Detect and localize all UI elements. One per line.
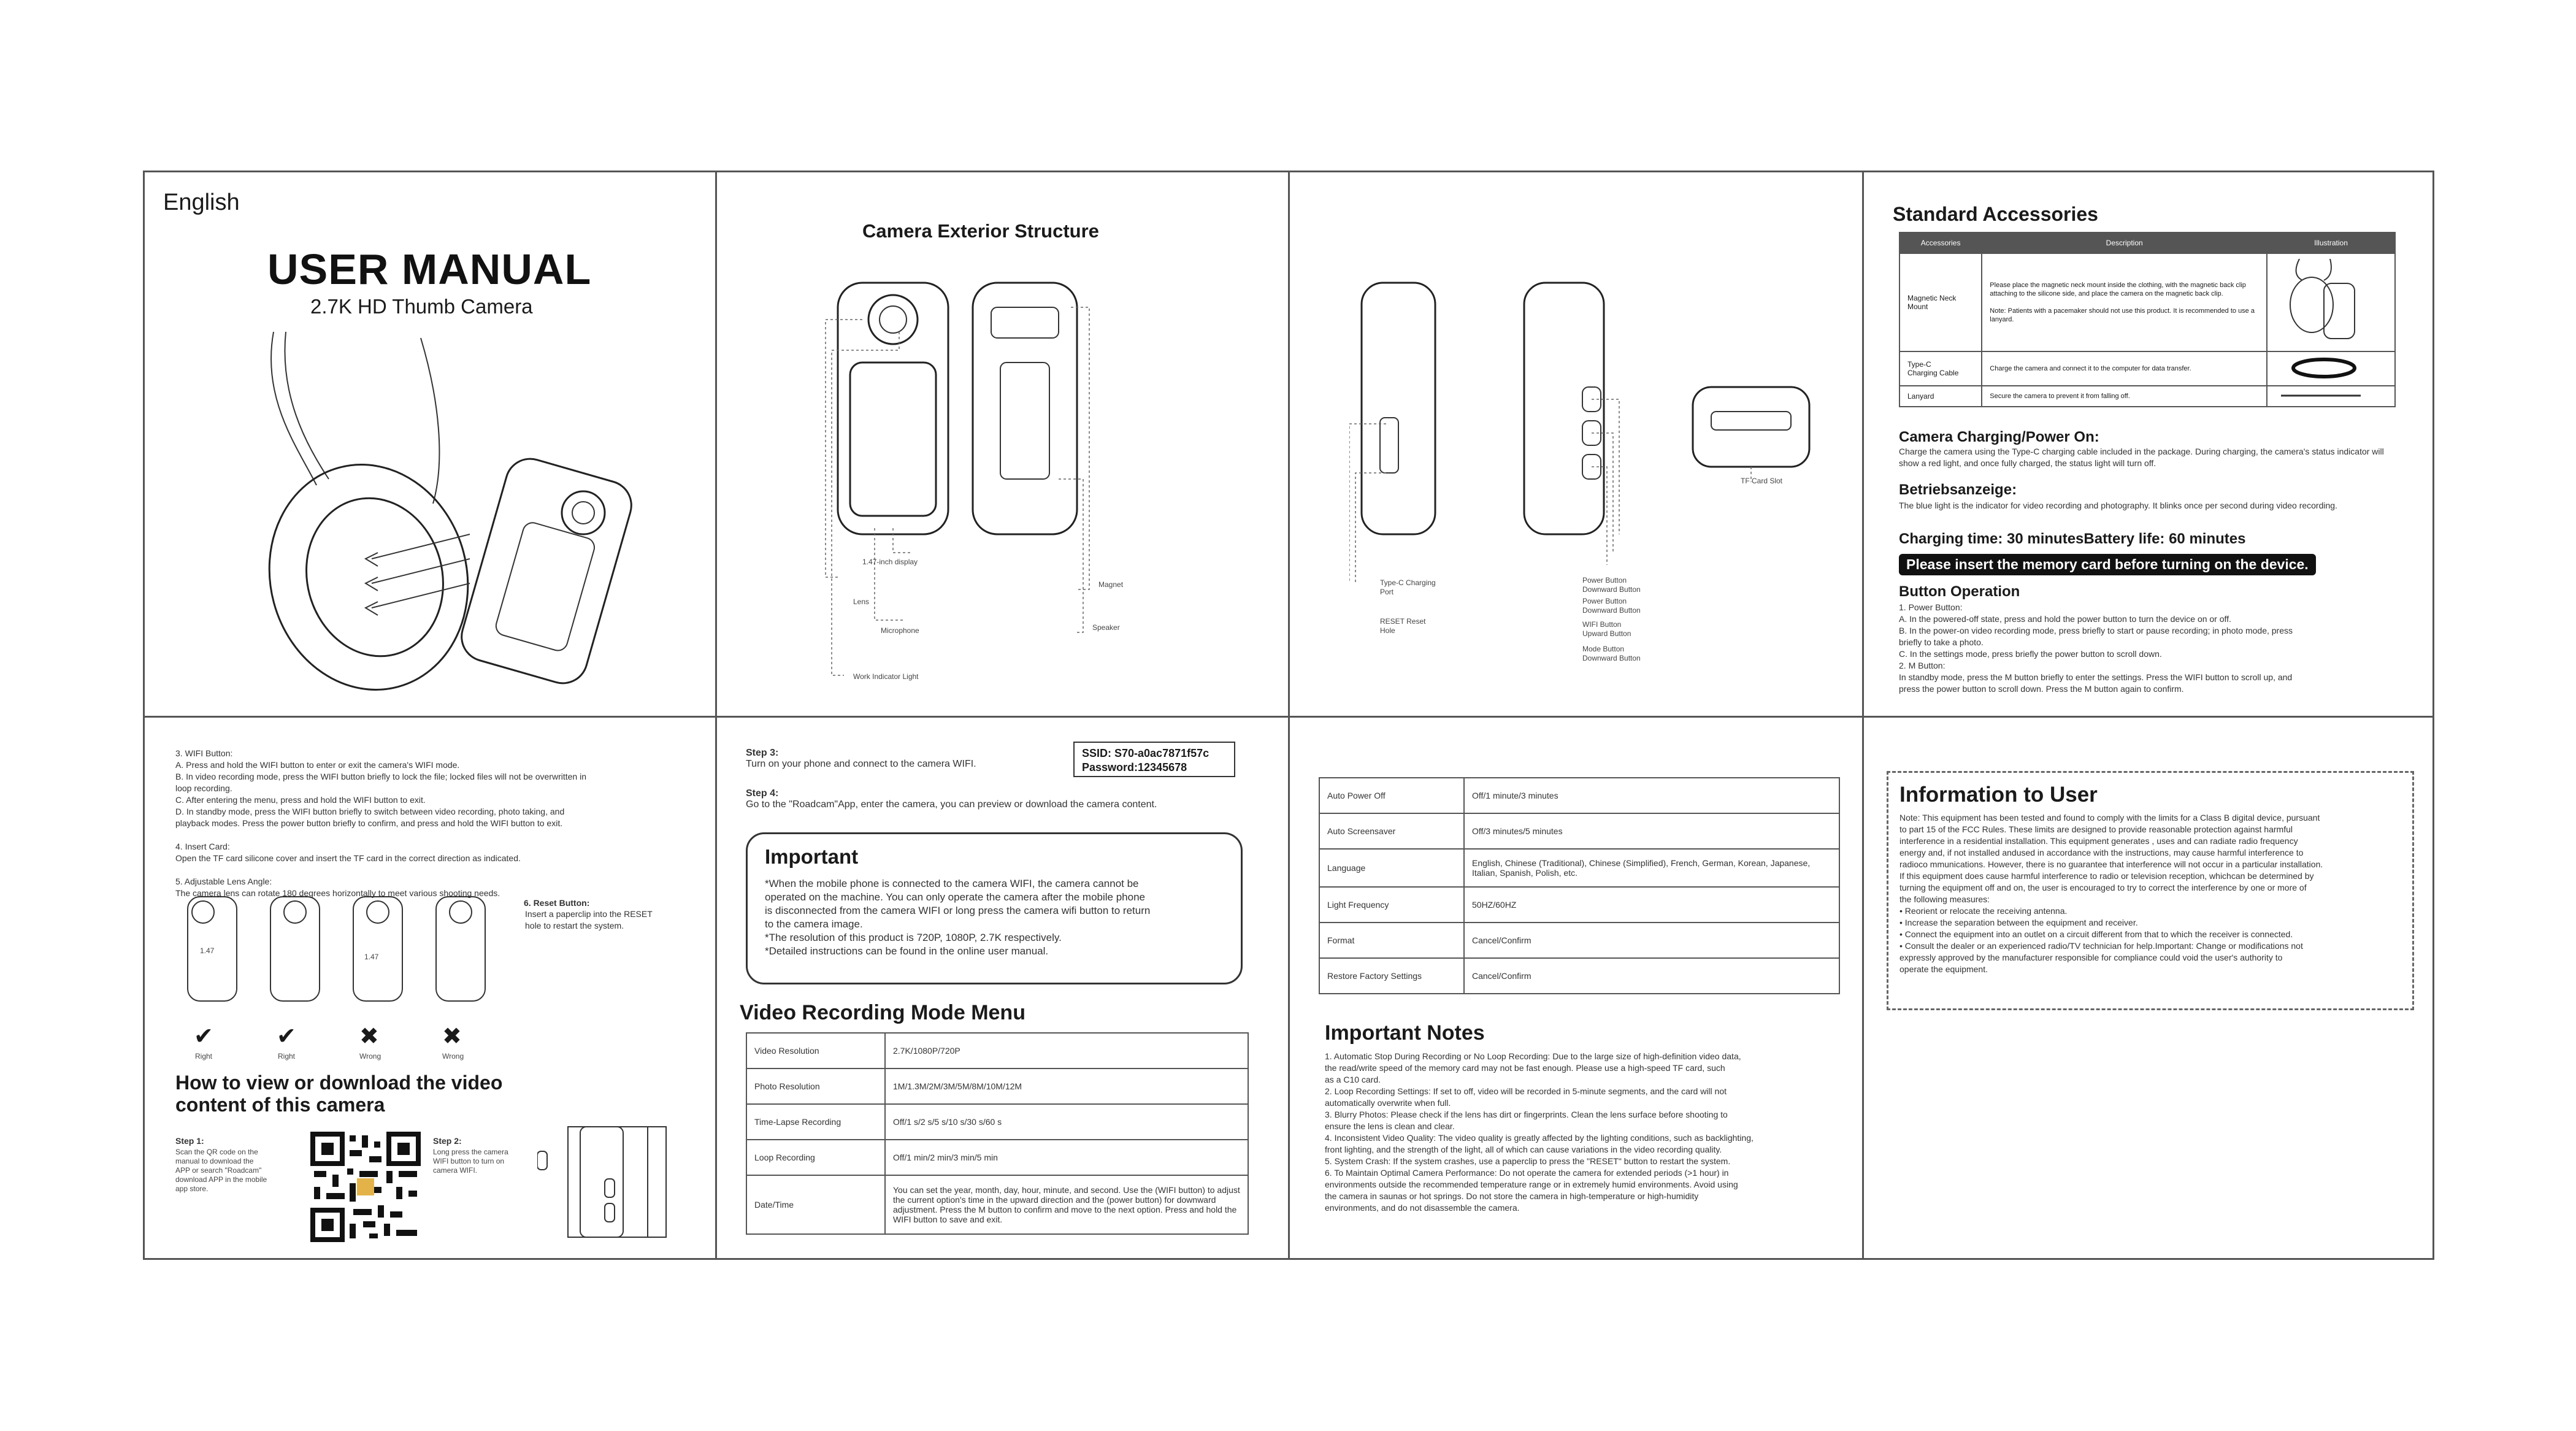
fcc-text: Note: This equipment has been tested and found to comply with the limits for a Class B digital device, pursuant to part 15 of the FCC Rules. These limits are designed to provide reasonable protection against harmful interference in a residential installation. This equipment generates , uses and can radiate radio frequency energy and, if not installed andused in accordance with the instructions, may cause harmful interference to radioco mmunications. However, there is no guarantee that interference will not occur in a particular installation. If this equipment does cause harmful interference to radio or television reception, whichcan be determined by turning the equipment off and on, the user is encouraged to try to correct the interference by one or more of the following measures: • Reorient or relocate the receiving antenna. • Increase the separation between the equipment and receiver. • Connect the equipment into an outlet on a circuit different from that to which the receiver is connected. • Consult the dealer or an experienced radio/TV technician for help.Important: Change or modifications not expressly approved by the manufacturer responsible for compliance could void the user's authority to operate the equipment. [1899, 813, 2323, 974]
table-row [746, 1104, 1248, 1140]
reset-hole-label: RESET Reset Hole [1380, 617, 1426, 635]
check-mark-icon: ✔ [194, 1024, 213, 1049]
table-row [746, 1140, 1248, 1175]
setting-value: 1M/1.3M/2M/3M/5M/8M/10M/12M [885, 1068, 1248, 1104]
table-row [1319, 923, 1839, 958]
accessory-desc: Please place the magnetic neck mount inside the clothing, with the magnetic back clip attaching to the silicone side, and place the camera on the magnetic back clip. Note: Patients with a pacemaker should not use this product. It is recommended to use a lanyard. [1982, 253, 2267, 351]
check-mark-icon: ✔ [277, 1024, 296, 1049]
qr-code-icon [310, 1132, 421, 1242]
accessories-header-row [1899, 232, 2395, 253]
reset-text: Insert a paperclip into the RESET hole to restart the system. [525, 909, 653, 930]
wifi-button-label: WIFI Button Upward Button [1582, 620, 1631, 638]
setting-name: Photo Resolution [746, 1068, 885, 1104]
accessory-name: Type-C Charging Cable [1899, 351, 1982, 386]
status-title: Betriebsanzeige: [1899, 481, 2017, 498]
setting-value: Off/1 s/2 s/5 s/10 s/30 s/60 s [885, 1104, 1248, 1140]
video-menu-table [746, 1032, 1249, 1235]
side-view-panel [1288, 172, 1862, 716]
step4-text: Go to the "Roadcam"App, enter the camera, you can preview or download the camera content. [746, 799, 1157, 810]
setting-name: Auto Power Off [1319, 778, 1464, 813]
accessories-table [1899, 232, 2396, 407]
lanyard-illustration [2267, 386, 2395, 407]
cover-panel [145, 172, 715, 716]
important-notes-title: Important Notes [1325, 1021, 1485, 1045]
setting-name: Video Resolution [746, 1033, 885, 1068]
power-button-label: Power Button Downward Button [1582, 576, 1641, 594]
ssid-text: SSID: S70-a0ac7871f57c [1082, 747, 1209, 759]
setting-value: 50HZ/60HZ [1464, 887, 1839, 923]
camera-side-diagram [1349, 277, 1852, 583]
setting-value: Off/1 min/2 min/3 min/5 min [885, 1140, 1248, 1175]
accessory-desc: Charge the camera and connect it to the computer for data transfer. [1982, 351, 2267, 386]
setting-name: Loop Recording [746, 1140, 885, 1175]
lens-label: Lens [853, 597, 870, 606]
table-row [1899, 351, 2395, 386]
table-row [1899, 253, 2395, 351]
setting-name: Language [1319, 849, 1464, 887]
table-row [746, 1033, 1248, 1068]
setting-value: You can set the year, month, day, hour, minute, and second. Use the (WIFI button) to adjust the current option's time in the upward direction and the (power button) for downward adjustment. Press the M button to confirm and move to the next option. Press and hold the WIFI button to save and exit. [885, 1175, 1248, 1234]
setting-value: English, Chinese (Traditional), Chinese (Simplified), French, German, Korean, Japanese, Italian, Spanish, Polish, etc. [1464, 849, 1839, 887]
table-row [1319, 813, 1839, 849]
status-text: The blue light is the indicator for video recording and photography. It blinks once per second during video recording. [1899, 501, 2337, 510]
setting-value: 2.7K/1080P/720P [885, 1033, 1248, 1068]
accessory-name: Magnetic Neck Mount [1899, 253, 1982, 351]
setting-name: Time-Lapse Recording [746, 1104, 885, 1140]
table-row [1319, 849, 1839, 887]
important-text: *When the mobile phone is connected to the camera WIFI, the camera cannot be operated on the machine. You can only operate the camera after the mobile phone is disconnected from the camera WIFI or long press the camera wifi button to return to the camera image. *The resolution of this product is 720P, 1080P, 2.7K respectively. *Detailed instructions can be found in the online user manual. [765, 878, 1151, 957]
step1-text: Scan the QR code on the manual to download the APP or search "Roadcam" download APP in the mobile app store. [175, 1148, 267, 1193]
illustration-col-header: Illustration [2267, 232, 2395, 253]
table-row [1319, 887, 1839, 923]
manual-subtitle: 2.7K HD Thumb Camera [310, 295, 533, 318]
power-button-label-2: Power Button Downward Button [1582, 597, 1641, 615]
important-title: Important [765, 845, 859, 868]
setting-name: Format [1319, 923, 1464, 958]
menu-title: Video Recording Mode Menu [740, 1001, 1025, 1024]
settings-table [1319, 777, 1840, 994]
setting-name: Light Frequency [1319, 887, 1464, 923]
setting-value: Off/3 minutes/5 minutes [1464, 813, 1839, 849]
fcc-info-box [1887, 771, 2414, 1010]
fcc-panel [1862, 716, 2436, 1262]
magnet-label: Magnet [1098, 580, 1124, 589]
exterior-heading: Camera Exterior Structure [862, 220, 1099, 242]
setting-name: Date/Time [746, 1175, 885, 1234]
accessory-desc: Secure the camera to prevent it from falling off. [1982, 386, 2267, 407]
lens-angle-diagram [182, 891, 500, 1019]
wifi-button-text: 3. WIFI Button: A. Press and hold the WIFI button to enter or exit the camera's WIFI mode. B. In video recording mode, press the WIFI button briefly to lock the file; locked files will not be overwritten in loop recording. C. After entering the menu, press and hold the WIFI button to exit. D. In standby mode, press the WIFI button briefly to switch between video recording, photo taking, and playback modes. Press the power button briefly to confirm, and press and hold the WIFI button to exit. 4. Insert Card: Open the TF card silicone cover and insert the TF card in the correct direction as indicated. 5. Adjustable Lens Angle: The camera lens can rotate 180 degrees horizontally to meet various shooting needs. [175, 748, 586, 898]
table-row [1899, 386, 2395, 407]
charging-title: Camera Charging/Power On: [1899, 429, 2099, 445]
mark-label: Right [195, 1052, 213, 1061]
typec-port-label: Type-C Charging Port [1380, 578, 1436, 596]
table-row [746, 1068, 1248, 1104]
memory-card-banner: Please insert the memory card before turning on the device. [1899, 554, 2316, 575]
mark-label: Wrong [442, 1052, 464, 1061]
button-operation-text: 1. Power Button: A. In the powered-off state, press and hold the power button to turn the device on or off. B. In the power-on video recording mode, press briefly to start or pause recording; in photo mode, press briefly to take a photo. C. In the settings mode, press briefly the power button to scroll down. 2. M Button: In standby mode, press the M button briefly to enter the settings. Press the WIFI button to scroll up, and press the power button to scroll down. Press the M button again to confirm. [1899, 602, 2293, 694]
setting-name: Restore Factory Settings [1319, 958, 1464, 994]
step3-title: Step 3: [746, 748, 779, 758]
setting-name: Auto Screensaver [1319, 813, 1464, 849]
manual-sheet [143, 171, 2434, 1260]
manual-title: USER MANUAL [267, 245, 592, 293]
settings-notes-panel [1288, 716, 1862, 1262]
neck-mount-illustration [2267, 253, 2395, 351]
setting-value: Cancel/Confirm [1464, 923, 1839, 958]
button-operation-title: Button Operation [1899, 583, 2020, 600]
fcc-title: Information to User [1899, 783, 2098, 807]
angle-label: 1.47 [364, 953, 379, 961]
cross-mark-icon: ✖ [359, 1024, 379, 1049]
accessories-heading: Standard Accessories [1893, 203, 2098, 225]
password-text: Password:12345678 [1082, 761, 1187, 773]
step2-text: Long press the camera WIFI button to turn on camera WIFI. [433, 1148, 508, 1175]
exterior-panel [715, 172, 1288, 716]
description-col-header: Description [1982, 232, 2267, 253]
angle-label: 1.47 [200, 946, 215, 955]
camera-front-back-diagram [813, 277, 1206, 681]
mark-label: Right [278, 1052, 296, 1061]
step1-title: Step 1: [175, 1136, 204, 1146]
setting-value: Off/1 minute/3 minutes [1464, 778, 1839, 813]
table-row [1319, 958, 1839, 994]
howto-heading: How to view or download the video content of this camera [175, 1072, 503, 1116]
app-steps-panel [715, 716, 1288, 1262]
wifi-button-press-diagram [537, 1121, 672, 1243]
language-label: English [163, 190, 240, 215]
table-row [1319, 778, 1839, 813]
wifi-button-panel [145, 716, 715, 1262]
step4-title: Step 4: [746, 788, 779, 799]
important-notes-text: 1. Automatic Stop During Recording or No Loop Recording: Due to the large size of high-definition video data, the read/write speed of the memory card may not be fast enough. Please use a high-speed TF card, such as a C10 card. 2. Loop Recording Settings: If set to off, video will be recorded in 5-minute segments, and the card will not automatically overwrite when full. 3. Blurry Photos: Please check if the lens has dirt or fingerprints. Clean the lens surface before shooting to ensure the lens is clean and clear. 4. Inconsistent Video Quality: The video quality is greatly affected by the lighting conditions, such as backlighting, front lighting, and the strength of the light, all of which can cause variations in the video recording quality. 5. System Crash: If the system crashes, use a paperclip to press the "RESET" button to restart the system. 6. To Maintain Optimal Camera Performance: Do not operate the camera for extended periods (>1 hour) in environments outside the recommended temperature range or in extremely humid environments. Avoid using the camera in saunas or hot springs. Do not store the camera in high-temperature or high-humidity environments, and do not disassemble the camera. [1325, 1051, 1754, 1213]
tf-slot-label: TF Card Slot [1741, 477, 1783, 485]
accessories-col-header: Accessories [1899, 232, 1982, 253]
wifi-credentials-box [1073, 742, 1235, 777]
camera-neck-mount-illustration [237, 326, 678, 694]
step2-title: Step 2: [433, 1136, 462, 1146]
charging-times: Charging time: 30 minutesBattery life: 60 minutes [1899, 531, 2246, 547]
indicator-label: Work Indicator Light [853, 672, 919, 681]
setting-value: Cancel/Confirm [1464, 958, 1839, 994]
reset-title: 6. Reset Button: [524, 898, 590, 908]
display-label: 1.47-inch display [862, 558, 918, 566]
mode-button-label: Mode Button Downward Button [1582, 645, 1641, 662]
cross-mark-icon: ✖ [442, 1024, 462, 1049]
step3-text: Turn on your phone and connect to the camera WIFI. [746, 759, 976, 769]
charging-text: Charge the camera using the Type-C charging cable included in the package. During charging, the camera's status indicator will show a red light, and once fully charged, the status light will turn off. [1899, 447, 2384, 468]
accessories-panel [1862, 172, 2436, 716]
accessory-name: Lanyard [1899, 386, 1982, 407]
cable-illustration [2267, 351, 2395, 386]
table-row [746, 1175, 1248, 1234]
microphone-label: Microphone [881, 626, 919, 635]
speaker-label: Speaker [1092, 623, 1120, 632]
important-box [746, 832, 1243, 984]
mark-label: Wrong [359, 1052, 381, 1061]
